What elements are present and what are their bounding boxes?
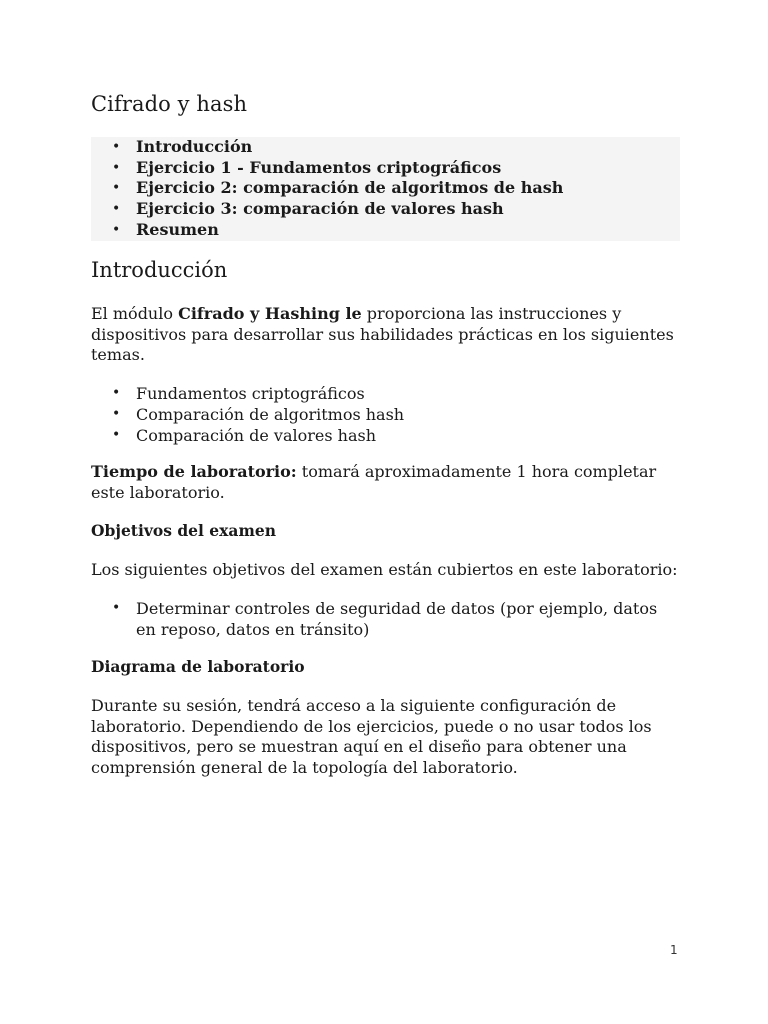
lab-time-paragraph (91, 462, 681, 503)
intro-text-pre: El módulo (91, 304, 179, 323)
page-number: 1 (670, 943, 678, 957)
intro-text-bold: Cifrado y Hashing le (178, 304, 362, 323)
objectives-intro: Los siguientes objetivos del examen están cubiertos en este laboratorio: (91, 560, 678, 579)
objectives-list (91, 598, 681, 640)
toc-item-resumen[interactable]: • Resumen (91, 220, 680, 241)
objectives-heading: Objetivos del examen (91, 521, 276, 540)
toc-item-introduccion[interactable]: • Introducción (91, 137, 680, 158)
lab-time-text: tomará aproximadamente 1 hora completar este laboratorio. (91, 462, 657, 502)
table-of-contents (91, 137, 680, 241)
section-title-introduccion: Introducción (91, 258, 228, 282)
topics-list (91, 383, 681, 446)
diagram-heading: Diagrama de laboratorio (91, 657, 305, 676)
toc-item-ejercicio-3[interactable]: • Ejercicio 3: comparación de valores hash (91, 199, 680, 220)
list-item: • Comparación de algoritmos hash (91, 404, 681, 425)
diagram-paragraph: Durante su sesión, tendrá acceso a la siguiente configuración de laboratorio. Dependiendo de los ejercicios, puede o no usar todos los dispositivos, pero se muestran aquí en el diseño para obtener una comprensión general de la topología del laboratorio. (91, 696, 652, 777)
toc-item-ejercicio-1[interactable]: • Ejercicio 1 - Fundamentos criptográficos (91, 158, 680, 179)
list-item: • Fundamentos criptográficos (91, 383, 681, 404)
list-item: • Determinar controles de seguridad de datos (por ejemplo, datos en reposo, datos en tránsito) (91, 598, 681, 640)
intro-text-post: proporciona las instrucciones y dispositivos para desarrollar sus habilidades prácticas en los siguientes temas. (91, 304, 674, 364)
lab-time-label: Tiempo de laboratorio: (91, 462, 297, 481)
list-item: • Comparación de valores hash (91, 425, 681, 446)
document-title: Cifrado y hash (91, 92, 248, 116)
toc-item-ejercicio-2[interactable]: • Ejercicio 2: comparación de algoritmos de hash (91, 178, 680, 199)
intro-paragraph (91, 304, 681, 366)
